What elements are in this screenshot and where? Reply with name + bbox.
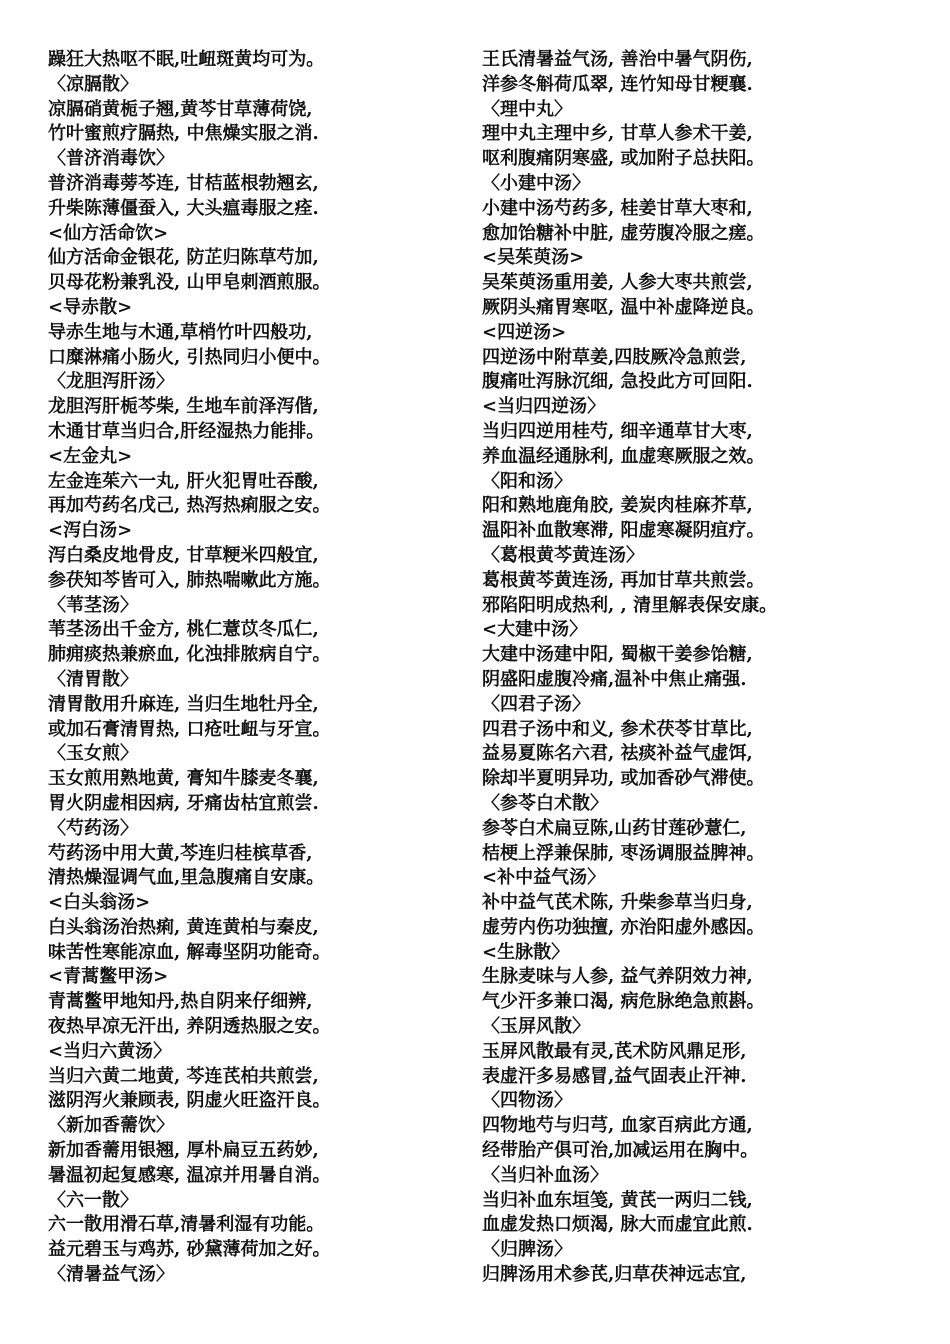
right-verse-line: 表虚汗多易感冒,益气固表止汗神. <box>482 1065 747 1087</box>
right-verse-line: 补中益气芪术陈, 升柴参草当归身, <box>482 892 753 914</box>
left-verse-line: 导赤生地与木通,草梢竹叶四般功, <box>48 321 313 343</box>
right-verse-line: 血虚发热口烦渴, 脉大而虚宜此煎. <box>482 1214 753 1236</box>
left-formula-title: 〈凉膈散〉 <box>48 73 138 95</box>
left-formula-title: 〈新加香薷饮〉 <box>48 1115 174 1137</box>
left-verse-line: 口糜淋痛小肠火, 引热同归小便中。 <box>48 346 331 368</box>
left-verse-line: 凉膈硝黄栀子翘,黄芩甘草薄荷饶, <box>48 98 313 120</box>
right-verse-line: 邪陷阳明成热利, , 清里解表保安康。 <box>482 594 778 616</box>
left-verse-line: 躁狂大热呕不眠,吐衄斑黄均可为。 <box>48 49 325 70</box>
left-formula-title: 〈龙胆泻肝汤〉 <box>48 371 174 393</box>
right-column <box>482 48 912 1288</box>
right-formula-title: 〈参苓白术散〉 <box>482 792 608 814</box>
right-formula-title: 〈归脾汤〉 <box>482 1239 572 1261</box>
left-verse-line: 白头翁汤治热痢, 黄连黄柏与秦皮, <box>48 916 319 938</box>
right-verse-line: 除却半夏明异功, 或加香砂气滞使。 <box>482 768 765 790</box>
left-verse-line: 泻白桑皮地骨皮, 甘草粳米四般宜, <box>48 544 319 566</box>
left-formula-title: 〈芍药汤〉 <box>48 817 138 839</box>
left-formula-title: <导赤散> <box>48 296 133 318</box>
right-formula-title: <补中益气汤〉 <box>482 867 606 889</box>
left-formula-title: <当归六黄汤〉 <box>48 1040 172 1062</box>
right-verse-line: 经带胎产俱可治,加减运用在胸中。 <box>482 1140 759 1162</box>
right-verse-line: 虚劳内伤功独擅, 亦治阳虚外感因。 <box>482 916 765 938</box>
left-verse-line: 升柴陈薄僵蚕入, 大头瘟毒服之痊. <box>48 197 319 219</box>
left-verse-line: 竹叶蜜煎疗膈热, 中焦燥实服之消. <box>48 123 319 145</box>
right-verse-line: 呕利腹痛阴寒盛, 或加附子总扶阳。 <box>482 148 765 170</box>
right-verse-line: 吴茱萸汤重用姜, 人参大枣共煎尝, <box>482 272 753 294</box>
right-formula-title: <四逆汤> <box>482 321 567 343</box>
right-formula-title: <吴茱萸汤> <box>482 247 585 269</box>
right-formula-title: <大建中汤〉 <box>482 619 588 641</box>
left-formula-title: <左金丸> <box>48 445 133 467</box>
left-verse-line: 参茯知芩皆可入, 肺热喘嗽此方施。 <box>48 569 331 591</box>
left-verse-line: 胃火阴虚相因病, 牙痛齿枯宜煎尝. <box>48 792 319 814</box>
left-formula-title: 〈玉女煎〉 <box>48 743 138 765</box>
left-verse-line: 清热燥湿调气血,里急腹痛自安康。 <box>48 867 325 889</box>
left-verse-line: 贝母花粉兼乳没, 山甲皂刺酒煎服。 <box>48 272 331 294</box>
left-column <box>48 48 458 1288</box>
right-verse-line: 愈加饴糖补中脏, 虚劳腹冷服之瘥。 <box>482 222 765 244</box>
right-verse-line: 四逆汤中附草姜,四肢厥冷急煎尝, <box>482 346 747 368</box>
right-verse-line: 大建中汤建中阳, 蜀椒干姜参饴糖, <box>482 644 753 666</box>
right-verse-line: 理中丸主理中乡, 甘草人参术干姜, <box>482 123 753 145</box>
left-verse-line: 普济消毒蒡芩连, 甘桔蓝根勃翘玄, <box>48 172 319 194</box>
right-verse-line: 四物地芍与归芎, 血家百病此方通, <box>482 1115 753 1137</box>
left-verse-line: 苇茎汤出千金方, 桃仁薏苡冬瓜仁, <box>48 619 319 641</box>
right-formula-title: 〈玉屏风散〉 <box>482 1016 590 1038</box>
right-verse-line: 桔梗上浮兼保肺, 枣汤调服益脾神。 <box>482 842 765 864</box>
left-verse-line: 六一散用滑石草,清暑利湿有功能。 <box>48 1214 325 1236</box>
right-formula-title: 〈当归补血汤〉 <box>482 1164 608 1186</box>
left-verse-line: 再加芍药名戊己, 热泻热痢服之安。 <box>48 495 331 517</box>
left-formula-title: 〈普济消毒饮〉 <box>48 148 174 170</box>
right-formula-title: 〈理中丸〉 <box>482 98 572 120</box>
left-formula-title: 〈清胃散〉 <box>48 668 138 690</box>
right-formula-title: <当归四逆汤〉 <box>482 396 606 418</box>
right-verse-line: 四君子汤中和义, 参术茯苓甘草比, <box>482 718 753 740</box>
left-formula-title: <仙方活命饮> <box>48 222 169 244</box>
right-verse-line: 气少汗多兼口渴, 病危脉绝急煎斟。 <box>482 991 765 1013</box>
left-verse-line: 或加石膏清胃热, 口疮吐衄与牙宣。 <box>48 718 331 740</box>
right-verse-line: 参苓白术扁豆陈,山药甘莲砂薏仁, <box>482 817 747 839</box>
right-verse-line: 葛根黄芩黄连汤, 再加甘草共煎尝。 <box>482 569 765 591</box>
left-verse-line: 木通甘草当归合,肝经湿热力能排。 <box>48 420 325 442</box>
left-formula-title: <青蒿鳖甲汤> <box>48 966 169 988</box>
left-formula-title: 〈清暑益气汤〉 <box>48 1264 174 1286</box>
right-formula-title: 〈四物汤〉 <box>482 1090 572 1112</box>
right-verse-line: 玉屏风散最有灵,芪术防风鼎足形, <box>482 1040 747 1062</box>
right-formula-title: 〈葛根黄芩黄连汤〉 <box>482 544 644 566</box>
right-verse-line: 益易夏陈名六君, 祛痰补益气虚饵, <box>482 743 753 765</box>
left-verse-line: 青蒿鳖甲地知丹,热自阴来仔细辨, <box>48 991 313 1013</box>
right-verse-line: 小建中汤芍药多, 桂姜甘草大枣和, <box>482 197 753 219</box>
left-formula-title: <白头翁汤> <box>48 892 151 914</box>
left-formula-title: 〈苇茎汤〉 <box>48 594 138 616</box>
left-verse-line: 当归六黄二地黄, 芩连芪柏共煎尝, <box>48 1065 319 1087</box>
right-verse-line: 当归补血东垣笺, 黄芪一两归二钱, <box>482 1189 753 1211</box>
right-verse-line: 洋参冬斛荷瓜翠, 连竹知母甘粳襄. <box>482 73 753 95</box>
left-formula-title: <泻白汤> <box>48 520 133 542</box>
left-verse-line: 暑温初起复感寒, 温凉并用暑自消。 <box>48 1164 331 1186</box>
left-verse-line: 滋阴泻火兼顾表, 阴虚火旺盗汗良。 <box>48 1090 331 1112</box>
left-verse-line: 肺痈痰热兼瘀血, 化浊排脓病自宁。 <box>48 644 331 666</box>
right-verse-line: 厥阴头痛胃寒呕, 温中补虚降逆良。 <box>482 296 765 318</box>
right-verse-line: 阳和熟地鹿角胶, 姜炭肉桂麻芥草, <box>482 495 753 517</box>
right-verse-line: 王氏清暑益气汤, 善治中暑气阴伤, <box>482 49 753 70</box>
right-verse-line: 腹痛吐泻脉沉细, 急投此方可回阳. <box>482 371 753 393</box>
right-verse-line: 养血温经通脉利, 血虚寒厥服之效。 <box>482 445 765 467</box>
left-verse-line: 夜热早凉无汗出, 养阴透热服之安。 <box>48 1016 331 1038</box>
right-verse-line: 温阳补血散寒滞, 阳虚寒凝阴疽疗。 <box>482 520 765 542</box>
left-verse-line: 新加香薷用银翘, 厚朴扁豆五药妙, <box>48 1140 319 1162</box>
left-verse-line: 味苦性寒能凉血, 解毒坚阴功能奇。 <box>48 941 331 963</box>
right-formula-title: 〈四君子汤〉 <box>482 693 590 715</box>
left-verse-line: 龙胆泻肝栀芩柴, 生地车前泽泻偕, <box>48 396 319 418</box>
right-formula-title: <生脉散〉 <box>482 941 570 963</box>
left-verse-line: 仙方活命金银花, 防芷归陈草芍加, <box>48 247 319 269</box>
right-verse-line: 归脾汤用术参芪,归草茯神远志宜, <box>482 1264 747 1286</box>
right-verse-line: 阴盛阳虚腹冷痛,温补中焦止痛强. <box>482 668 747 690</box>
left-verse-line: 左金连茱六一丸, 肝火犯胃吐吞酸, <box>48 470 319 492</box>
left-verse-line: 芍药汤中用大黄,芩连归桂槟草香, <box>48 842 313 864</box>
left-verse-line: 益元碧玉与鸡苏, 砂黛薄荷加之好。 <box>48 1239 331 1261</box>
left-verse-line: 清胃散用升麻连, 当归生地牡丹全, <box>48 693 319 715</box>
left-formula-title: 〈六一散〉 <box>48 1189 138 1211</box>
right-verse-line: 当归四逆用桂芍, 细辛通草甘大枣, <box>482 420 753 442</box>
left-verse-line: 玉女煎用熟地黄, 膏知牛膝麦冬襄, <box>48 768 319 790</box>
right-formula-title: 〈小建中汤〉 <box>482 172 590 194</box>
right-formula-title: 〈阳和汤〉 <box>482 470 572 492</box>
right-verse-line: 生脉麦味与人参, 益气养阴效力神, <box>482 966 753 988</box>
